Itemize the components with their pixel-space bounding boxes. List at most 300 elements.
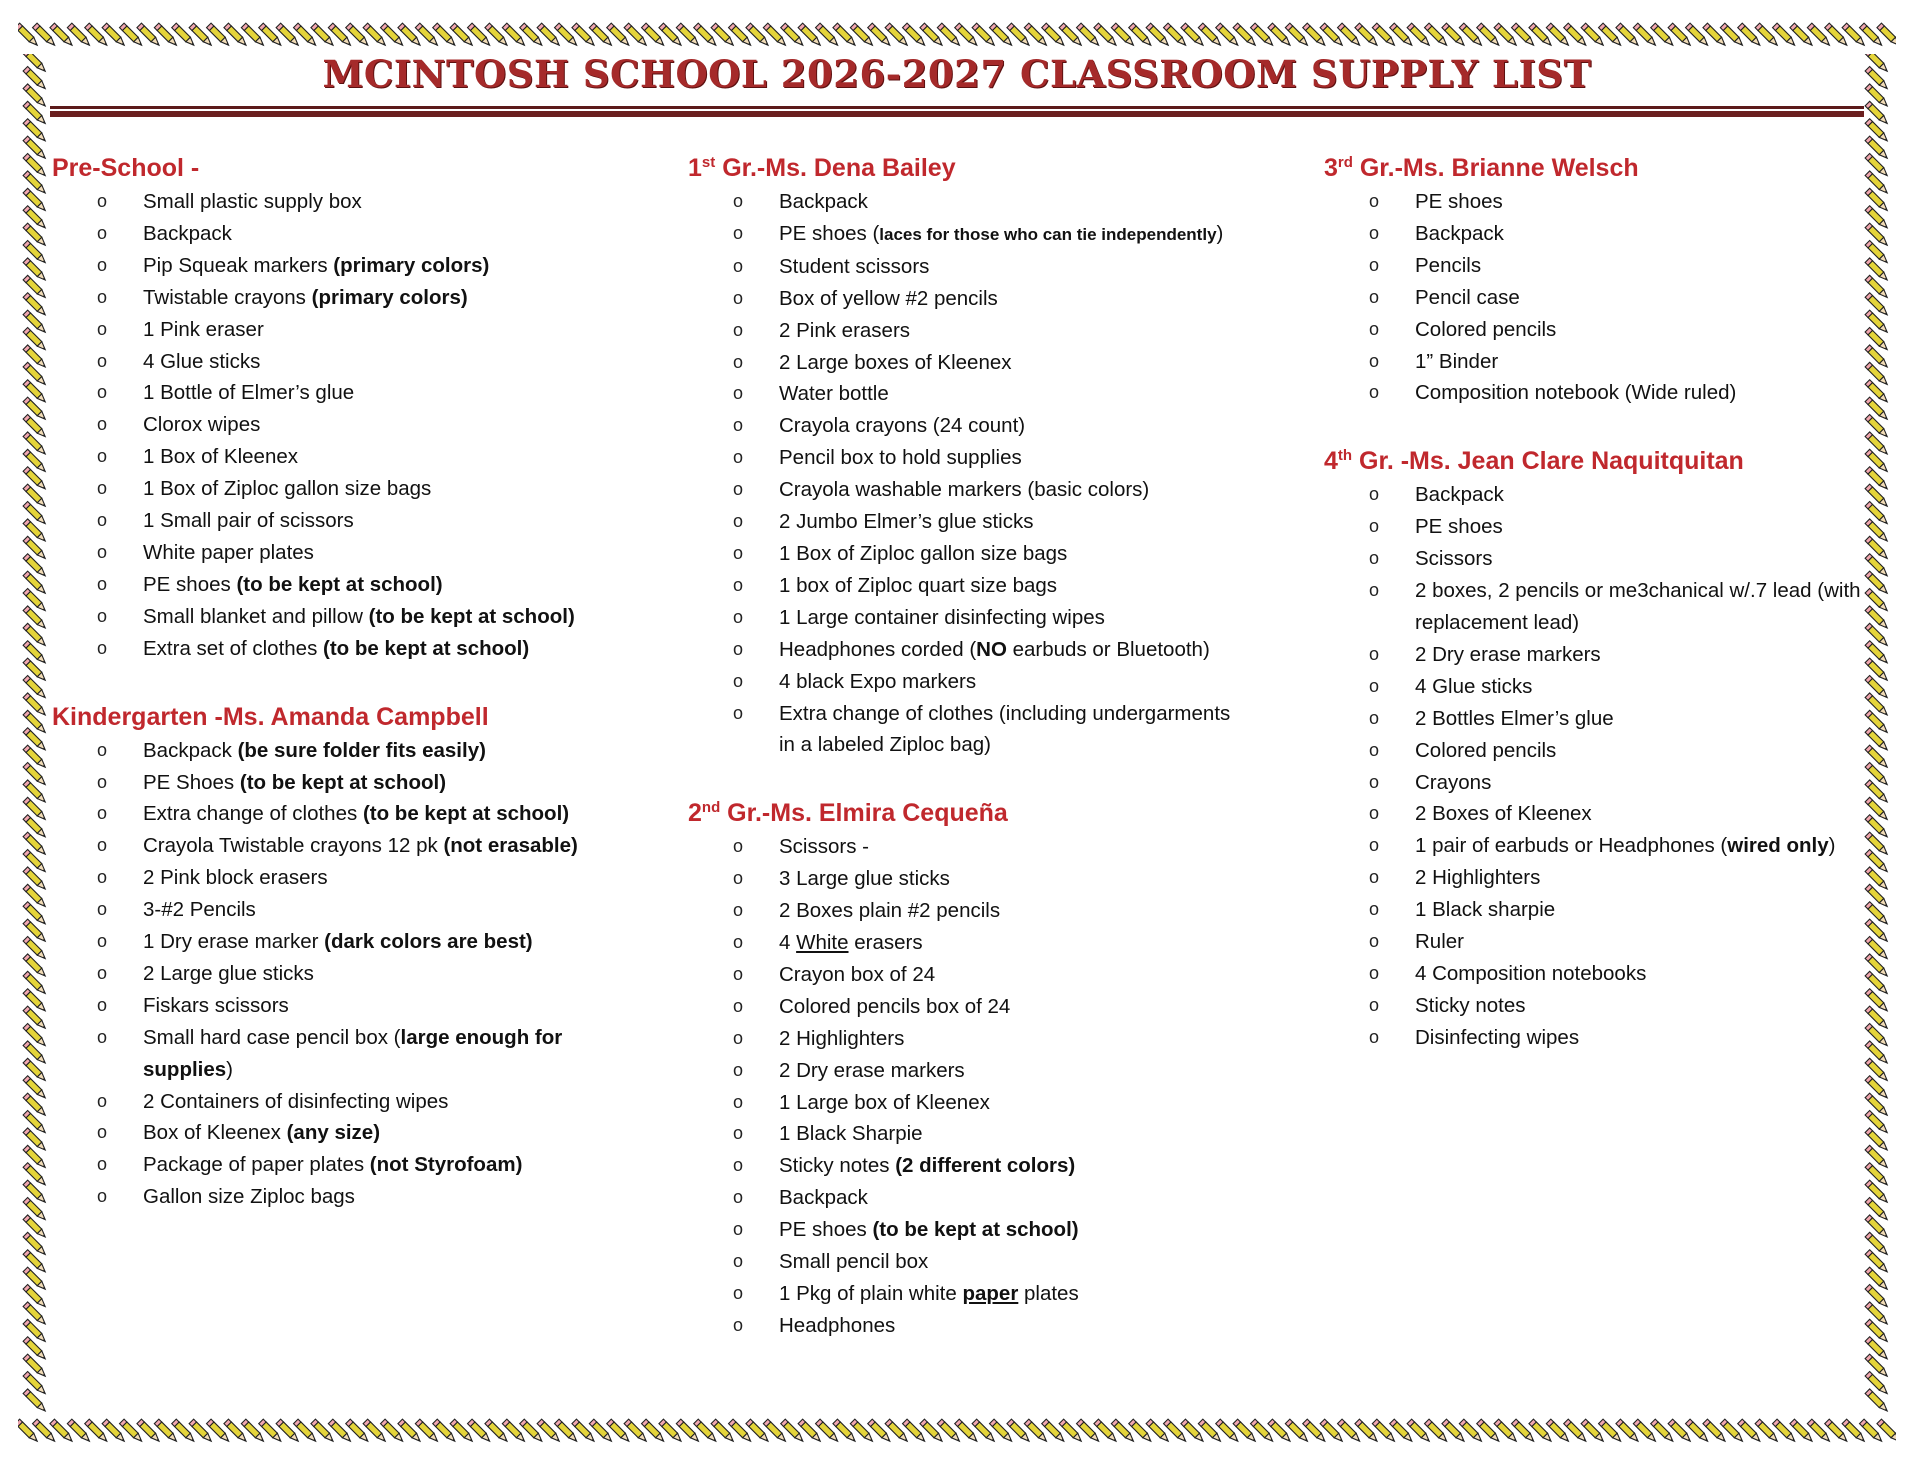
bullet-icon: o bbox=[97, 446, 108, 467]
item-bold: NO bbox=[976, 637, 1007, 661]
column-right bbox=[1324, 150, 1884, 1088]
bullet-icon: o bbox=[733, 1091, 744, 1112]
item-text: Colored pencils bbox=[1415, 317, 1557, 341]
list-item bbox=[688, 283, 1248, 315]
item-bold: (to be kept at school) bbox=[872, 1218, 1079, 1242]
item-text: 1 Black Sharpie bbox=[779, 1122, 923, 1146]
bullet-icon: o bbox=[733, 1059, 744, 1080]
section-heading bbox=[1324, 443, 1884, 479]
list-item bbox=[688, 1214, 1248, 1246]
item-text: 1 Box of Ziploc gallon size bags bbox=[143, 477, 432, 501]
item-text: White paper plates bbox=[143, 540, 314, 564]
item-after: plates bbox=[1018, 1282, 1079, 1305]
bullet-icon: o bbox=[97, 1122, 108, 1143]
item-text: 4 Glue sticks bbox=[1415, 674, 1533, 698]
grade-number: 3 bbox=[1324, 154, 1338, 182]
bullet-icon: o bbox=[733, 542, 744, 563]
item-text: Disinfecting wipes bbox=[1415, 1025, 1580, 1049]
list-item bbox=[688, 666, 1248, 698]
list-item bbox=[1324, 250, 1884, 282]
grade-number: 1 bbox=[688, 154, 702, 182]
item-text: Clorox wipes bbox=[143, 413, 261, 437]
bullet-icon: o bbox=[733, 638, 744, 659]
item-text: Gallon size Ziploc bags bbox=[143, 1185, 355, 1209]
grade-number: 4 bbox=[1324, 447, 1338, 476]
item-after: erasers bbox=[848, 931, 923, 955]
list-item bbox=[52, 735, 612, 767]
bullet-icon: o bbox=[97, 573, 108, 594]
bullet-icon: o bbox=[733, 1219, 744, 1240]
list-item bbox=[1324, 543, 1884, 575]
list-item bbox=[688, 1055, 1248, 1087]
bullet-icon: o bbox=[97, 478, 108, 499]
list-item bbox=[688, 1087, 1248, 1119]
item-text: 1 Dry erase marker bbox=[143, 930, 325, 954]
list-item bbox=[688, 347, 1248, 379]
item-after: ) bbox=[1216, 221, 1224, 245]
list-item bbox=[52, 601, 612, 633]
item-text: 1 Bottle of Elmer’s glue bbox=[143, 381, 355, 405]
list-item bbox=[688, 251, 1248, 283]
bullet-icon: o bbox=[733, 1027, 744, 1048]
item-text: PE shoes bbox=[1415, 190, 1503, 213]
bullet-icon: o bbox=[97, 962, 108, 983]
item-text: Twistable crayons bbox=[143, 285, 312, 309]
bullet-icon: o bbox=[97, 191, 108, 211]
section-grade-4 bbox=[1324, 443, 1884, 1053]
list-item bbox=[688, 634, 1248, 666]
list-item bbox=[688, 1118, 1248, 1150]
list-item bbox=[1324, 1022, 1884, 1054]
item-text: Colored pencils bbox=[1415, 738, 1557, 762]
bullet-icon: o bbox=[97, 637, 108, 658]
item-text: 1 Large container disinfecting wipes bbox=[779, 605, 1105, 629]
bullet-icon: o bbox=[733, 1251, 744, 1272]
list-item bbox=[688, 959, 1248, 991]
item-text: Extra set of clothes bbox=[143, 636, 324, 660]
bullet-icon: o bbox=[1369, 548, 1380, 569]
bullet-icon: o bbox=[1369, 994, 1380, 1015]
item-text: 1 Black sharpie bbox=[1415, 898, 1556, 922]
item-text: Pencils bbox=[1415, 253, 1482, 277]
list-item bbox=[688, 570, 1248, 602]
list-item bbox=[688, 474, 1248, 506]
list-item bbox=[52, 346, 612, 378]
list-item bbox=[52, 1181, 612, 1213]
bullet-icon: o bbox=[97, 605, 108, 626]
item-text: Crayola washable markers (basic colors) bbox=[779, 478, 1150, 502]
list-item bbox=[52, 1086, 612, 1118]
teacher-name: Gr.-Ms. Brianne Welsch bbox=[1352, 154, 1639, 182]
bullet-icon: o bbox=[733, 995, 744, 1016]
list-item bbox=[1324, 671, 1884, 703]
list-item bbox=[52, 894, 612, 926]
bullet-icon: o bbox=[1369, 867, 1380, 888]
list-item bbox=[688, 378, 1248, 410]
item-text: 2 Large boxes of Kleenex bbox=[779, 350, 1012, 374]
item-text: 1 Pink eraser bbox=[143, 317, 264, 341]
item-text: Extra change of clothes bbox=[143, 802, 363, 826]
bullet-icon: o bbox=[97, 994, 108, 1015]
item-bold: (to be kept at school) bbox=[362, 802, 570, 826]
item-text: Pip Squeak markers bbox=[143, 253, 334, 277]
item-bold: large enough for supplies bbox=[143, 1025, 563, 1081]
bullet-icon: o bbox=[1369, 286, 1380, 307]
list-item bbox=[688, 218, 1248, 251]
item-text: Crayola Twistable crayons 12 pk bbox=[143, 834, 444, 858]
item-text: Small pencil box bbox=[779, 1250, 929, 1274]
bullet-icon: o bbox=[97, 222, 108, 243]
bullet-icon: o bbox=[97, 254, 108, 275]
item-text: 2 Boxes of Kleenex bbox=[1415, 802, 1592, 826]
item-text: 2 Boxes plain #2 pencils bbox=[779, 899, 1001, 923]
section-heading: Pre-School - bbox=[52, 154, 200, 182]
section-preschool bbox=[52, 150, 612, 665]
item-text: PE shoes bbox=[1415, 515, 1503, 539]
list-item bbox=[1324, 862, 1884, 894]
bullet-icon: o bbox=[733, 836, 744, 857]
item-text: Fiskars scissors bbox=[143, 993, 289, 1017]
item-text: Backpack bbox=[143, 738, 238, 762]
bullet-icon: o bbox=[97, 382, 108, 403]
item-text: Pencil box to hold supplies bbox=[779, 446, 1022, 470]
item-bold-underline: paper bbox=[962, 1282, 1019, 1305]
list-item bbox=[1324, 767, 1884, 799]
bullet-icon: o bbox=[733, 868, 744, 889]
list-item bbox=[52, 569, 612, 601]
item-text: Backpack bbox=[1415, 483, 1504, 507]
bullet-icon: o bbox=[733, 963, 744, 984]
item-text: 3 Large glue sticks bbox=[779, 867, 950, 891]
bullet-icon: o bbox=[1369, 318, 1380, 339]
bullet-icon: o bbox=[733, 479, 744, 500]
item-bold-small: laces for those who can tie independently bbox=[879, 224, 1217, 244]
item-bold: (any size) bbox=[286, 1121, 381, 1145]
bullet-icon: o bbox=[97, 1026, 108, 1047]
bullet-icon: o bbox=[1369, 516, 1380, 537]
bullet-icon: o bbox=[97, 510, 108, 531]
bullet-icon: o bbox=[733, 222, 744, 243]
bullet-icon: o bbox=[97, 286, 108, 307]
list-item bbox=[688, 1246, 1248, 1278]
item-text: 1” Binder bbox=[1415, 349, 1499, 373]
bullet-icon: o bbox=[1369, 643, 1380, 664]
item-text: Box of Kleenex bbox=[143, 1121, 287, 1145]
item-text: 1 Box of Kleenex bbox=[143, 445, 298, 469]
list-item bbox=[688, 895, 1248, 927]
item-text: Sticky notes bbox=[1415, 993, 1526, 1017]
item-after: earbuds or Bluetooth) bbox=[1006, 637, 1210, 661]
list-item bbox=[52, 767, 612, 799]
item-text: PE shoes bbox=[143, 572, 237, 596]
bullet-icon: o bbox=[97, 867, 108, 888]
section-grade-1 bbox=[688, 150, 1248, 761]
item-text: Crayon box of 24 bbox=[779, 962, 936, 986]
item-text: 1 pair of earbuds or Headphones ( bbox=[1415, 834, 1728, 858]
grade-ordinal: nd bbox=[701, 799, 721, 817]
bullet-icon: o bbox=[1369, 962, 1380, 983]
list-item bbox=[52, 250, 612, 282]
list-item bbox=[1324, 735, 1884, 767]
list-item bbox=[52, 218, 612, 250]
item-text: PE Shoes bbox=[143, 770, 240, 794]
bullet-icon: o bbox=[733, 191, 744, 211]
item-bold: (not Styrofoam) bbox=[369, 1153, 523, 1177]
list-item bbox=[688, 410, 1248, 442]
list-item bbox=[1324, 894, 1884, 926]
item-bold: (2 different colors) bbox=[895, 1154, 1076, 1178]
list-item bbox=[52, 186, 612, 218]
list-item bbox=[1324, 703, 1884, 735]
list-item bbox=[1324, 639, 1884, 671]
item-text: Small hard case pencil box ( bbox=[143, 1025, 401, 1049]
list-item bbox=[1324, 958, 1884, 990]
item-text: Box of yellow #2 pencils bbox=[779, 286, 998, 310]
bullet-icon: o bbox=[1369, 931, 1380, 952]
bullet-icon: o bbox=[1369, 1026, 1380, 1047]
bullet-icon: o bbox=[733, 287, 744, 308]
bullet-icon: o bbox=[97, 350, 108, 371]
list-item bbox=[1324, 479, 1884, 511]
list-item bbox=[1324, 926, 1884, 958]
list-item bbox=[52, 1022, 612, 1086]
item-bold: (to be kept at school) bbox=[323, 636, 530, 660]
bullet-icon: o bbox=[733, 319, 744, 340]
supply-list bbox=[1324, 479, 1884, 1053]
item-text: 1 Large box of Kleenex bbox=[779, 1090, 990, 1114]
bullet-icon: o bbox=[733, 1155, 744, 1176]
list-item bbox=[688, 602, 1248, 634]
bullet-icon: o bbox=[733, 932, 744, 953]
bullet-icon: o bbox=[1369, 222, 1380, 243]
list-item bbox=[1324, 798, 1884, 830]
bullet-icon: o bbox=[733, 1314, 744, 1335]
item-text: Crayola crayons (24 count) bbox=[779, 414, 1026, 438]
section-kindergarten bbox=[52, 699, 612, 1214]
bullet-icon: o bbox=[733, 511, 744, 532]
bullet-icon: o bbox=[1369, 803, 1380, 824]
supply-list bbox=[52, 735, 612, 1214]
item-text: Headphones bbox=[779, 1313, 896, 1337]
item-text: Backpack bbox=[1415, 221, 1504, 245]
item-bold: (primary colors) bbox=[333, 253, 490, 277]
bullet-icon: o bbox=[733, 383, 744, 404]
item-after: ) bbox=[226, 1057, 233, 1081]
section-heading: Kindergarten -Ms. Amanda Campbell bbox=[52, 702, 489, 731]
item-text: Scissors - bbox=[779, 835, 869, 859]
list-item bbox=[688, 1278, 1248, 1310]
list-item bbox=[688, 991, 1248, 1023]
list-item bbox=[52, 633, 612, 665]
bullet-icon: o bbox=[733, 351, 744, 372]
bullet-icon: o bbox=[1369, 350, 1380, 371]
grade-ordinal: st bbox=[701, 154, 716, 171]
bullet-icon: o bbox=[1369, 899, 1380, 920]
column-left bbox=[52, 150, 612, 1247]
item-text: Sticky notes bbox=[779, 1154, 896, 1178]
list-item bbox=[1324, 830, 1884, 862]
list-item bbox=[52, 505, 612, 537]
list-item bbox=[52, 1117, 612, 1149]
list-item bbox=[1324, 377, 1884, 409]
item-bold: (to be kept at school) bbox=[239, 770, 447, 794]
item-bold: (to be kept at school) bbox=[236, 572, 443, 596]
supply-list bbox=[688, 831, 1248, 1342]
list-item bbox=[688, 1182, 1248, 1214]
bullet-icon: o bbox=[1369, 675, 1380, 696]
item-text: Backpack bbox=[143, 221, 232, 245]
item-text: 4 Composition notebooks bbox=[1415, 961, 1647, 985]
list-item bbox=[52, 830, 612, 862]
item-text: 2 boxes, 2 pencils or me3chanical w/.7 lead (with replacement lead) bbox=[1415, 579, 1861, 634]
column-middle bbox=[688, 150, 1248, 1376]
bullet-icon: o bbox=[733, 1283, 744, 1303]
bullet-icon: o bbox=[97, 541, 108, 562]
item-text: 2 Pink block erasers bbox=[143, 866, 328, 890]
list-item bbox=[52, 409, 612, 441]
list-item bbox=[52, 958, 612, 990]
section-grade-3 bbox=[1324, 150, 1884, 409]
bullet-icon: o bbox=[97, 803, 108, 824]
item-text: 2 Highlighters bbox=[779, 1026, 905, 1050]
bullet-icon: o bbox=[1369, 191, 1380, 211]
item-text: 1 Box of Ziploc gallon size bags bbox=[779, 541, 1068, 565]
item-text: Composition notebook (Wide ruled) bbox=[1415, 381, 1737, 405]
bullet-icon: o bbox=[733, 1123, 744, 1144]
bullet-icon: o bbox=[733, 574, 744, 595]
item-text: Small blanket and pillow bbox=[143, 604, 369, 628]
list-item bbox=[52, 282, 612, 314]
bullet-icon: o bbox=[733, 606, 744, 627]
bullet-icon: o bbox=[97, 739, 108, 760]
item-text: 4 black Expo markers bbox=[779, 669, 977, 693]
bullet-icon: o bbox=[97, 835, 108, 856]
item-text: Crayons bbox=[1415, 770, 1492, 794]
list-item bbox=[52, 314, 612, 346]
bullet-icon: o bbox=[97, 1186, 108, 1207]
item-text: 4 bbox=[779, 931, 797, 955]
title-rule-thick bbox=[50, 111, 1864, 117]
list-item bbox=[52, 798, 612, 830]
item-bold: (to be kept at school) bbox=[368, 604, 575, 628]
item-bold: wired only bbox=[1727, 834, 1829, 858]
list-item bbox=[52, 377, 612, 409]
grade-ordinal: th bbox=[1337, 447, 1353, 465]
item-text: 2 Bottles Elmer’s glue bbox=[1415, 706, 1614, 730]
item-text: Water bottle bbox=[779, 382, 889, 406]
list-item bbox=[688, 831, 1248, 863]
list-item bbox=[1324, 282, 1884, 314]
item-text: Package of paper plates bbox=[143, 1153, 370, 1177]
pencil-border-bottom bbox=[18, 1414, 1896, 1450]
list-item bbox=[688, 927, 1248, 959]
list-item bbox=[52, 862, 612, 894]
bullet-icon: o bbox=[1369, 739, 1380, 760]
page-title: MCINTOSH SCHOOL 2026-2027 CLASSROOM SUPPLY LIST bbox=[322, 52, 1592, 96]
item-text: 2 Highlighters bbox=[1415, 866, 1541, 890]
bullet-icon: o bbox=[733, 447, 744, 468]
list-item bbox=[1324, 511, 1884, 543]
item-text: 2 Jumbo Elmer’s glue sticks bbox=[779, 510, 1034, 534]
list-item bbox=[52, 1149, 612, 1181]
list-item bbox=[688, 538, 1248, 570]
bullet-icon: o bbox=[733, 1187, 744, 1208]
item-text: PE shoes ( bbox=[779, 221, 880, 245]
section-heading bbox=[1324, 150, 1884, 186]
list-item bbox=[52, 441, 612, 473]
list-item bbox=[688, 1023, 1248, 1055]
bullet-icon: o bbox=[733, 255, 744, 276]
pencil-border-left bbox=[18, 54, 54, 1414]
item-text: Scissors bbox=[1415, 547, 1493, 571]
bullet-icon: o bbox=[733, 702, 744, 723]
item-text: 3-#2 Pencils bbox=[143, 898, 256, 922]
teacher-name: Gr.-Ms. Elmira Cequeña bbox=[720, 799, 1008, 828]
item-text: 1 Small pair of scissors bbox=[143, 509, 354, 533]
item-bold: (be sure folder fits easily) bbox=[237, 738, 486, 762]
item-text: Backpack bbox=[779, 190, 868, 213]
item-after: ) bbox=[1828, 834, 1836, 858]
title-rule-thin bbox=[50, 106, 1864, 109]
list-item bbox=[688, 506, 1248, 538]
bullet-icon: o bbox=[1369, 580, 1380, 601]
bullet-icon: o bbox=[1369, 707, 1380, 728]
item-underline: White bbox=[796, 931, 849, 955]
item-bold: (dark colors are best) bbox=[324, 930, 533, 954]
grade-number: 2 bbox=[688, 799, 702, 828]
section-grade-2 bbox=[688, 795, 1248, 1342]
bullet-icon: o bbox=[97, 1154, 108, 1175]
item-text: Student scissors bbox=[779, 254, 930, 278]
bullet-icon: o bbox=[1369, 484, 1380, 505]
list-item bbox=[688, 315, 1248, 347]
section-heading bbox=[688, 150, 1248, 186]
list-item bbox=[52, 990, 612, 1022]
supply-list bbox=[52, 186, 612, 665]
supply-list bbox=[1324, 186, 1884, 409]
list-item bbox=[688, 1310, 1248, 1342]
item-bold: (primary colors) bbox=[311, 285, 468, 309]
bullet-icon: o bbox=[97, 899, 108, 920]
list-item bbox=[52, 926, 612, 958]
bullet-icon: o bbox=[1369, 771, 1380, 792]
teacher-name: Gr.-Ms. Dena Bailey bbox=[715, 154, 956, 182]
bullet-icon: o bbox=[97, 1090, 108, 1111]
item-text: Extra change of clothes (including undergarments in a labeled Ziploc bag) bbox=[779, 701, 1231, 757]
item-text: PE shoes bbox=[779, 1218, 873, 1242]
grade-ordinal: rd bbox=[1337, 154, 1353, 171]
item-text: Small plastic supply box bbox=[143, 190, 362, 213]
item-bold: (not erasable) bbox=[443, 834, 578, 858]
section-heading bbox=[688, 795, 1248, 831]
bullet-icon: o bbox=[733, 415, 744, 436]
pencil-border-top bbox=[18, 18, 1896, 54]
bullet-icon: o bbox=[97, 414, 108, 435]
item-text: 1 Pkg of plain white bbox=[779, 1282, 963, 1305]
bullet-icon: o bbox=[733, 900, 744, 921]
bullet-icon: o bbox=[1369, 835, 1380, 856]
item-text: Colored pencils box of 24 bbox=[779, 994, 1011, 1018]
item-text: 2 Large glue sticks bbox=[143, 961, 314, 985]
teacher-name: Gr. -Ms. Jean Clare Naquitquitan bbox=[1352, 447, 1744, 476]
item-text: 2 Containers of disinfecting wipes bbox=[143, 1089, 449, 1113]
list-item bbox=[1324, 314, 1884, 346]
list-item bbox=[1324, 575, 1884, 639]
item-text: Backpack bbox=[779, 1186, 868, 1210]
bullet-icon: o bbox=[97, 931, 108, 952]
item-text: Ruler bbox=[1415, 930, 1464, 954]
bullet-icon: o bbox=[97, 318, 108, 339]
